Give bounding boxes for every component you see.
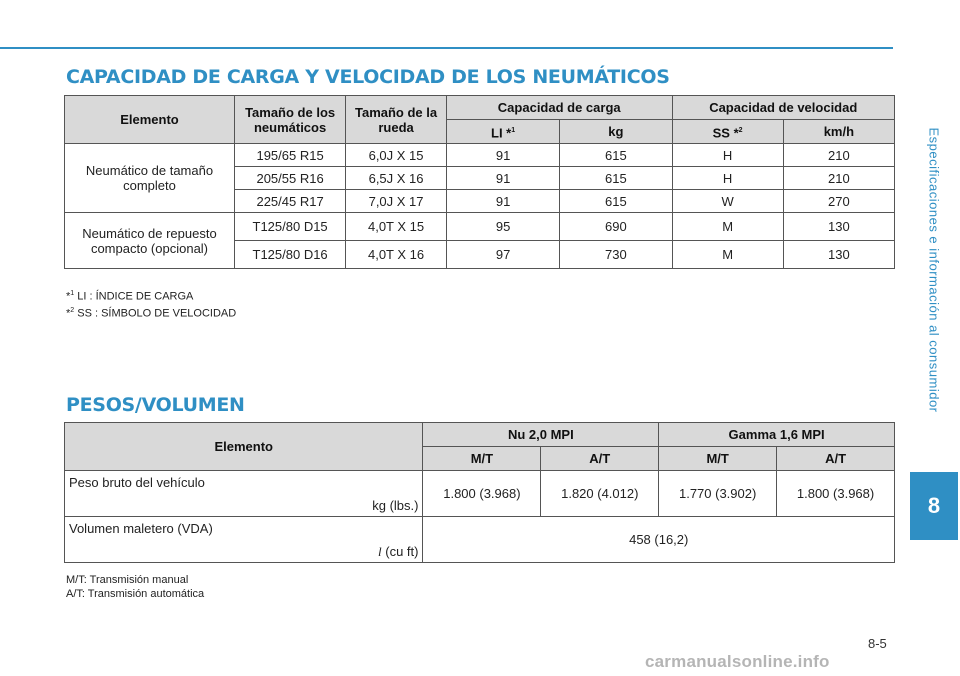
header-li-text: LI * [491,125,512,141]
table-cell: T125/80 D15 [234,213,345,241]
header-ss-sup: 2 [738,126,743,134]
tire-section-title: CAPACIDAD DE CARGA Y VELOCIDAD DE LOS NEUMÁTICOS [66,66,670,88]
header-element: Elemento [65,423,423,471]
table-row [65,144,895,167]
header-engine-nu: Nu 2,0 MPI [423,423,659,447]
liter-symbol: l [378,543,382,559]
header-ss [672,120,783,144]
footnote-text: SS : SÍMBOLO DE VELOCIDAD [74,307,237,320]
table-cell: 95 [446,213,559,241]
table-cell: 210 [783,144,894,167]
tire-footnotes [66,287,236,320]
table-cell: 1.820 (4.012) [541,471,659,517]
table-cell: 7,0J X 17 [346,190,447,213]
header-li [446,120,559,144]
table-cell: 615 [560,167,672,190]
weights-volume-table [64,422,895,563]
chapter-title: Especificaciones e información al consumidor [926,127,942,413]
table-cell: 270 [783,190,894,213]
table-cell: T125/80 D16 [234,241,345,269]
footnote-mark: * [66,307,71,320]
note-at: A/T: Transmisión automática [66,588,205,600]
volume-label: Volumen maletero (VDA) [69,520,213,536]
table-cell: 91 [446,190,559,213]
volume-unit [69,544,418,559]
table-cell: W [672,190,783,213]
footnote-text: LI : ÍNDICE DE CARGA [74,290,194,303]
header-kmh: km/h [783,120,894,144]
footnote-ss [66,304,236,321]
weights-section-title: PESOS/VOLUMEN [66,394,245,416]
table-cell: 1.800 (3.968) [423,471,541,517]
tire-capacity-table [64,95,895,269]
table-row [65,517,895,563]
table-cell: 210 [783,167,894,190]
table-cell: 1.800 (3.968) [777,471,895,517]
header-ss-text: SS * [712,125,739,141]
header-load-capacity: Capacidad de carga [446,96,672,120]
table-cell: M [672,213,783,241]
transmission-notes [66,573,204,601]
table-row [65,471,895,517]
group-label-full-size: Neumático de tamaño completo [65,144,235,213]
header-element: Elemento [65,96,235,144]
table-cell: 4,0T X 16 [346,241,447,269]
table-cell: 6,0J X 15 [346,144,447,167]
chapter-tab[interactable] [910,472,958,540]
table-cell: 91 [446,167,559,190]
table-cell: H [672,167,783,190]
page-number: 8-5 [868,636,887,651]
table-cell: 205/55 R16 [234,167,345,190]
footnote-mark: * [66,290,71,303]
table-cell: 130 [783,213,894,241]
chapter-number: 8 [927,493,941,518]
volume-label-cell [65,517,423,563]
weight-unit: kg (lbs.) [372,497,419,513]
table-cell: 4,0T X 15 [346,213,447,241]
footnote-sup: 1 [70,290,75,297]
table-cell: 97 [446,241,559,269]
table-cell: 6,5J X 16 [346,167,447,190]
top-rule [0,47,893,49]
weight-label: Peso bruto del vehículo [69,474,205,490]
weight-label-cell [65,471,423,517]
footnote-sup: 2 [70,306,75,314]
table-cell: H [672,144,783,167]
header-wheel-size: Tamaño de la rueda [346,96,447,144]
table-cell: 91 [446,144,559,167]
volume-unit-text: (cu ft) [381,543,419,559]
table-cell: 1.770 (3.902) [659,471,777,517]
table-cell: 130 [783,241,894,269]
table-cell: 195/65 R15 [234,144,345,167]
note-mt: M/T: Transmisión manual [66,574,189,586]
header-speed-capacity: Capacidad de velocidad [672,96,895,120]
header-mt: M/T [423,447,541,471]
table-row [65,213,895,241]
table-cell: 690 [560,213,672,241]
header-tire-size: Tamaño de los neumáticos [234,96,345,144]
group-label-compact-spare: Neumático de repuesto compacto (opcional) [65,213,235,269]
header-at: A/T [777,447,895,471]
volume-value: 458 (16,2) [423,517,895,563]
header-li-sup: 1 [511,126,516,134]
table-cell: 615 [560,144,672,167]
table-cell: 225/45 R17 [234,190,345,213]
watermark: carmanualsonline.info [645,652,830,671]
footnote-li [66,287,236,304]
table-cell: 615 [560,190,672,213]
table-cell: 730 [560,241,672,269]
header-at: A/T [541,447,659,471]
header-mt: M/T [659,447,777,471]
header-engine-gamma: Gamma 1,6 MPI [659,423,895,447]
table-cell: M [672,241,783,269]
header-kg: kg [560,120,672,144]
